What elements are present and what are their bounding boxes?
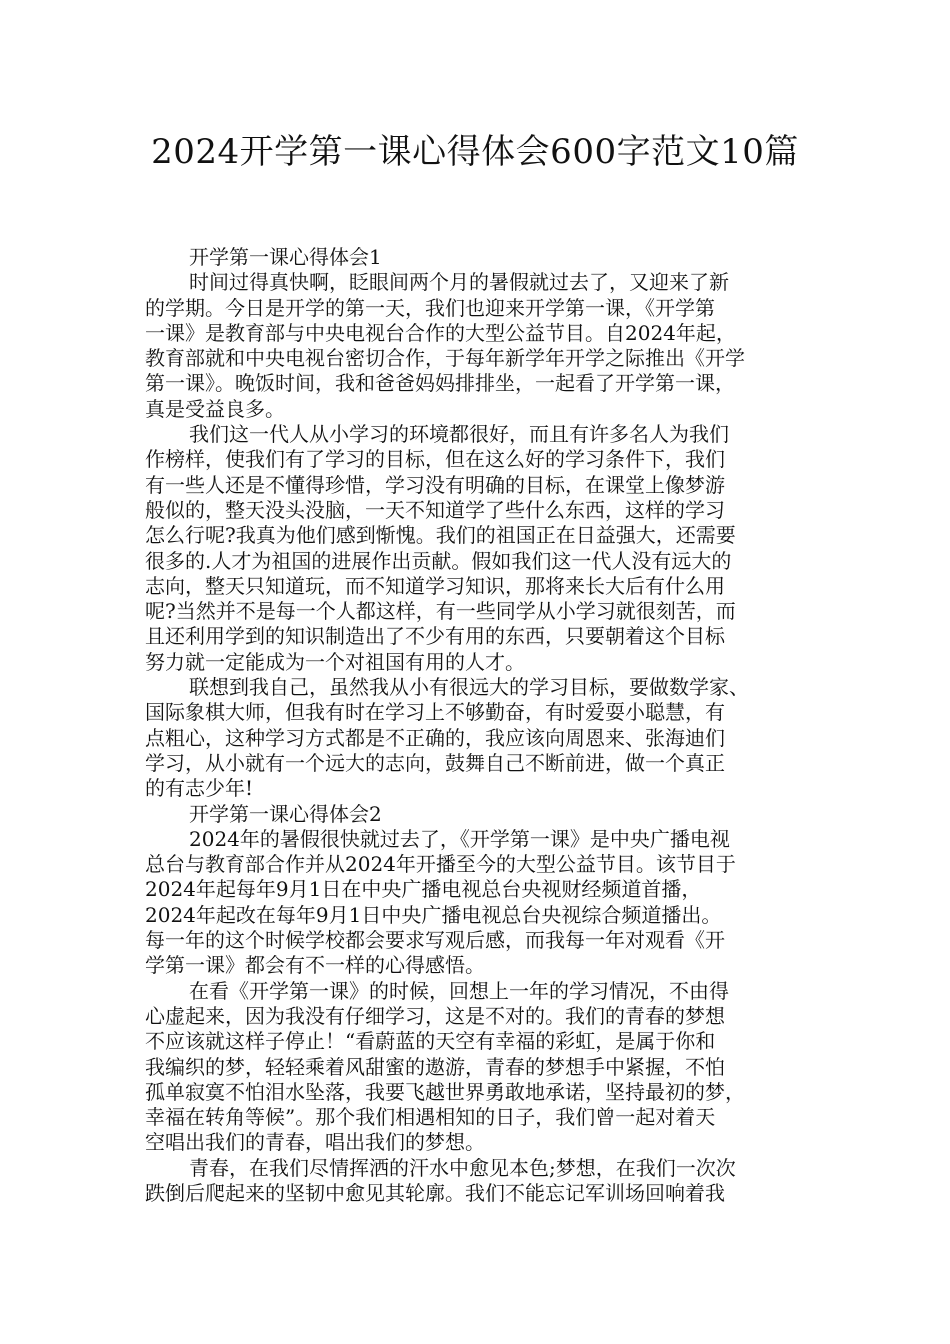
text-line: 教育部就和中央电视台密切合作，于每年新学年开学之际推出《开学	[145, 346, 745, 371]
text-line: 志向，整天只知道玩，而不知道学习知识，那将来长大后有什么用	[145, 573, 725, 598]
text-line: 很多的.人才为祖国的进展作出贡献。假如我们这一代人没有远大的	[145, 548, 732, 573]
text-line: 总台与教育部合作并从2024年开播至今的大型公益节目。该节目于	[145, 852, 736, 877]
text-line: 的有志少年!	[145, 776, 254, 801]
text-line: 联想到我自己，虽然我从小有很远大的学习目标，要做数学家、	[189, 675, 749, 700]
text-line: 学习，从小就有一个远大的志向，鼓舞自己不断前进，做一个真正	[145, 750, 725, 775]
text-line: 2024年起每年9月1日在中央广播电视总台央视财经频道首播，	[145, 877, 702, 902]
text-line: 开学第一课心得体会2	[189, 801, 382, 826]
text-line: 时间过得真快啊，眨眼间两个月的暑假就过去了，又迎来了新	[189, 270, 729, 295]
text-line: 般似的，整天没头没脑，一天不知道学了些什么东西，这样的学习	[145, 497, 725, 522]
text-line: 2024年的暑假很快就过去了，《开学第一课》是中央广播电视	[189, 826, 730, 851]
text-line: 作榜样，使我们有了学习的目标，但在这么好的学习条件下，我们	[145, 447, 725, 472]
text-line: 心虚起来，因为我没有仔细学习，这是不对的。我们的青春的梦想	[145, 1003, 725, 1028]
text-line: 学第一课》都会有不一样的心得感悟。	[145, 953, 485, 978]
text-line: 呢?当然并不是每一个人都这样，有一些同学从小学习就很刻苦，而	[145, 599, 736, 624]
text-line: 孤单寂寞不怕泪水坠落，我要飞越世界勇敢地承诺，坚持最初的梦，	[145, 1079, 745, 1104]
text-line: 我们这一代人从小学习的环境都很好，而且有许多名人为我们	[189, 422, 729, 447]
text-line: 的学期。今日是开学的第一天，我们也迎来开学第一课，《开学第	[145, 295, 715, 320]
document-title: 2024开学第一课心得体会600字范文10篇	[151, 132, 799, 172]
document-body	[145, 245, 805, 1206]
text-line: 不应该就这样子停止！“看蔚蓝的天空有幸福的彩虹，是属于你和	[145, 1029, 716, 1054]
text-line: 跌倒后爬起来的坚韧中愈见其轮廓。我们不能忘记军训场回响着我	[145, 1180, 725, 1205]
text-line: 一课》是教育部与中央电视台合作的大型公益节目。自2024年起，	[145, 320, 736, 345]
text-line: 幸福在转角等候”。那个我们相遇相知的日子，我们曾一起对着天	[145, 1105, 716, 1130]
text-line: 努力就一定能成为一个对祖国有用的人才。	[145, 649, 525, 674]
text-line: 在看《开学第一课》的时候，回想上一年的学习情况，不由得	[189, 978, 729, 1003]
text-line: 2024年起改在每年9月1日中央广播电视总台央视综合频道播出。	[145, 902, 722, 927]
text-line: 怎么行呢?我真为他们感到惭愧。我们的祖国正在日益强大，还需要	[145, 523, 736, 548]
text-line: 有一些人还是不懂得珍惜，学习没有明确的目标，在课堂上像梦游	[145, 472, 725, 497]
text-line: 空唱出我们的青春，唱出我们的梦想。	[145, 1130, 485, 1155]
text-line: 点粗心，这种学习方式都是不正确的，我应该向周恩来、张海迪们	[145, 725, 725, 750]
text-line: 开学第一课心得体会1	[189, 245, 382, 269]
text-line: 我编织的梦，轻轻乘着风甜蜜的遨游，青春的梦想手中紧握，不怕	[145, 1054, 725, 1079]
text-line: 真是受益良多。	[145, 396, 285, 421]
text-line: 国际象棋大师，但我有时在学习上不够勤奋，有时爱耍小聪慧，有	[145, 700, 725, 725]
text-line: 每一年的这个时候学校都会要求写观后感，而我每一年对观看《开	[145, 928, 725, 953]
text-line: 第一课》。晚饭时间，我和爸爸妈妈排排坐，一起看了开学第一课，	[145, 371, 735, 396]
text-line: 青春，在我们尽情挥洒的汗水中愈见本色;梦想，在我们一次次	[189, 1155, 736, 1180]
text-line: 且还利用学到的知识制造出了不少有用的东西，只要朝着这个目标	[145, 624, 725, 649]
